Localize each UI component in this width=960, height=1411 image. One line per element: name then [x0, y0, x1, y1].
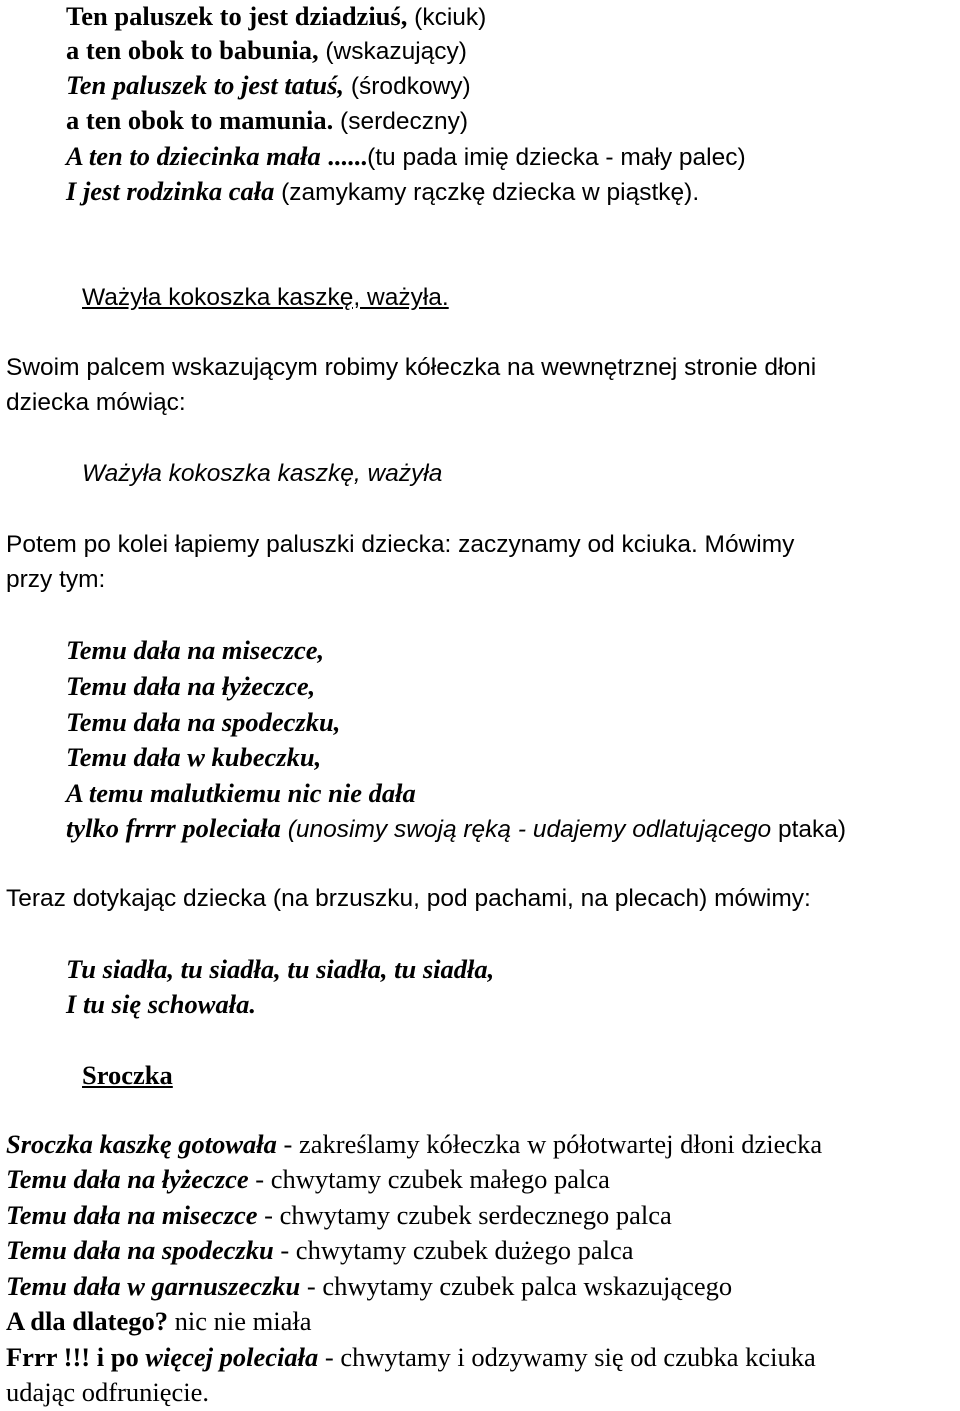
text-run: Frrr !!! i po: [6, 1342, 139, 1372]
text-run: Temu dała na spodeczku: [6, 1235, 274, 1265]
text-run: ......: [320, 141, 368, 171]
text-run: Temu dała na miseczce: [6, 1200, 258, 1230]
text-run: (kciuk): [407, 4, 487, 31]
text-run: a ten obok to babunia,: [66, 35, 319, 65]
rhyme-2-line: [6, 1128, 822, 1160]
rhyme-2-line: [6, 1305, 311, 1337]
verse-line: Tu siadła, tu siadła, tu siadła, tu siadła,: [66, 954, 495, 984]
text-run: Ten paluszek to jest dziadziuś,: [66, 1, 408, 31]
rhyme-1-line: [66, 140, 746, 174]
rhyme-2-line: [6, 1199, 672, 1231]
text-run: A ten to dziecinka mała: [66, 141, 321, 171]
verse-line: [66, 812, 846, 846]
text-run: Ten paluszek to jest tatuś,: [66, 70, 345, 100]
text-run: (środkowy): [344, 73, 471, 100]
text-run: - chwytamy czubek serdecznego palca: [257, 1200, 672, 1230]
text-run: Temu dała w garnuszeczku: [6, 1271, 301, 1301]
text-run: nic nie miała: [167, 1306, 312, 1336]
text-run: (wskazujący): [318, 38, 467, 65]
text-run: udając odfrunięcie.: [6, 1377, 210, 1407]
text-run: - chwytamy czubek palca wskazującego: [300, 1271, 733, 1301]
instruction-line: dziecka mówiąc:: [6, 389, 186, 416]
verse-line: [66, 706, 340, 738]
rhyme-1-line: [66, 34, 467, 68]
text-run: - chwytamy czubek małego palca: [248, 1164, 610, 1194]
rhyme-2-line: [6, 1376, 209, 1408]
rhyme-1-line: [66, 0, 486, 34]
text-run: (tu pada imię dziecka - mały palec): [367, 144, 746, 171]
text-run: A temu malutkiemu nic nie dała: [66, 778, 416, 808]
rhyme-2-line: [6, 1270, 732, 1302]
text-run: tylko frrrr poleciała: [66, 813, 281, 843]
verse-line: [66, 634, 324, 666]
text-run: (unosimy swoją ręką - udajemy odlatującego: [280, 816, 772, 843]
text-run: Temu dała na łyżeczce: [6, 1164, 249, 1194]
text-run: Sroczka kaszkę gotowała: [6, 1129, 277, 1159]
verse-line: [66, 777, 416, 809]
instruction-line: Potem po kolei łapiemy paluszki dziecka: zaczynamy od kciuka. Mówimy: [6, 531, 795, 558]
text-run: więcej poleciała: [138, 1342, 319, 1372]
rhyme-1-line: [66, 69, 471, 103]
text-run: Temu dała na miseczce,: [66, 635, 325, 665]
rhyme-2-line: [6, 1163, 610, 1195]
text-run: (zamykamy rączkę dziecka w piąstkę).: [274, 179, 700, 206]
section-title-wazyla-kokoszka: Ważyła kokoszka kaszkę, ważyła.: [82, 284, 449, 311]
section-title-sroczka: Sroczka: [82, 1060, 173, 1090]
text-run: - chwytamy czubek dużego palca: [273, 1235, 634, 1265]
text-run: ptaka): [771, 816, 847, 843]
text-run: Temu dała w kubeczku,: [66, 742, 322, 772]
text-run: Temu dała na łyżeczce,: [66, 671, 316, 701]
rhyme-2-line: [6, 1234, 634, 1266]
text-run: I jest rodzinka cała: [66, 176, 275, 206]
text-run: Temu dała na spodeczku,: [66, 707, 341, 737]
text-run: A dla dlatego?: [6, 1306, 168, 1336]
verse-line: I tu się schowała.: [66, 989, 256, 1019]
rhyme-1-line: [66, 104, 468, 138]
text-run: (serdeczny): [333, 108, 469, 135]
verse-line: [66, 741, 321, 773]
text-run: a ten obok to mamunia.: [66, 105, 334, 135]
instruction-line: przy tym:: [6, 566, 106, 593]
rhyme-1-line: [66, 175, 699, 209]
verse-line: Ważyła kokoszka kaszkę, ważyła: [82, 460, 443, 487]
text-run: - chwytamy i odzywamy się od czubka kciuka: [318, 1342, 816, 1372]
instruction-line: Swoim palcem wskazującym robimy kółeczka na wewnętrznej stronie dłoni: [6, 354, 817, 381]
rhyme-2-line: [6, 1341, 816, 1373]
instruction-line: Teraz dotykając dziecka (na brzuszku, pod pachami, na plecach) mówimy:: [6, 885, 811, 912]
verse-line: [66, 670, 315, 702]
text-run: - zakreślamy kółeczka w półotwartej dłoni dziecka: [276, 1129, 823, 1159]
